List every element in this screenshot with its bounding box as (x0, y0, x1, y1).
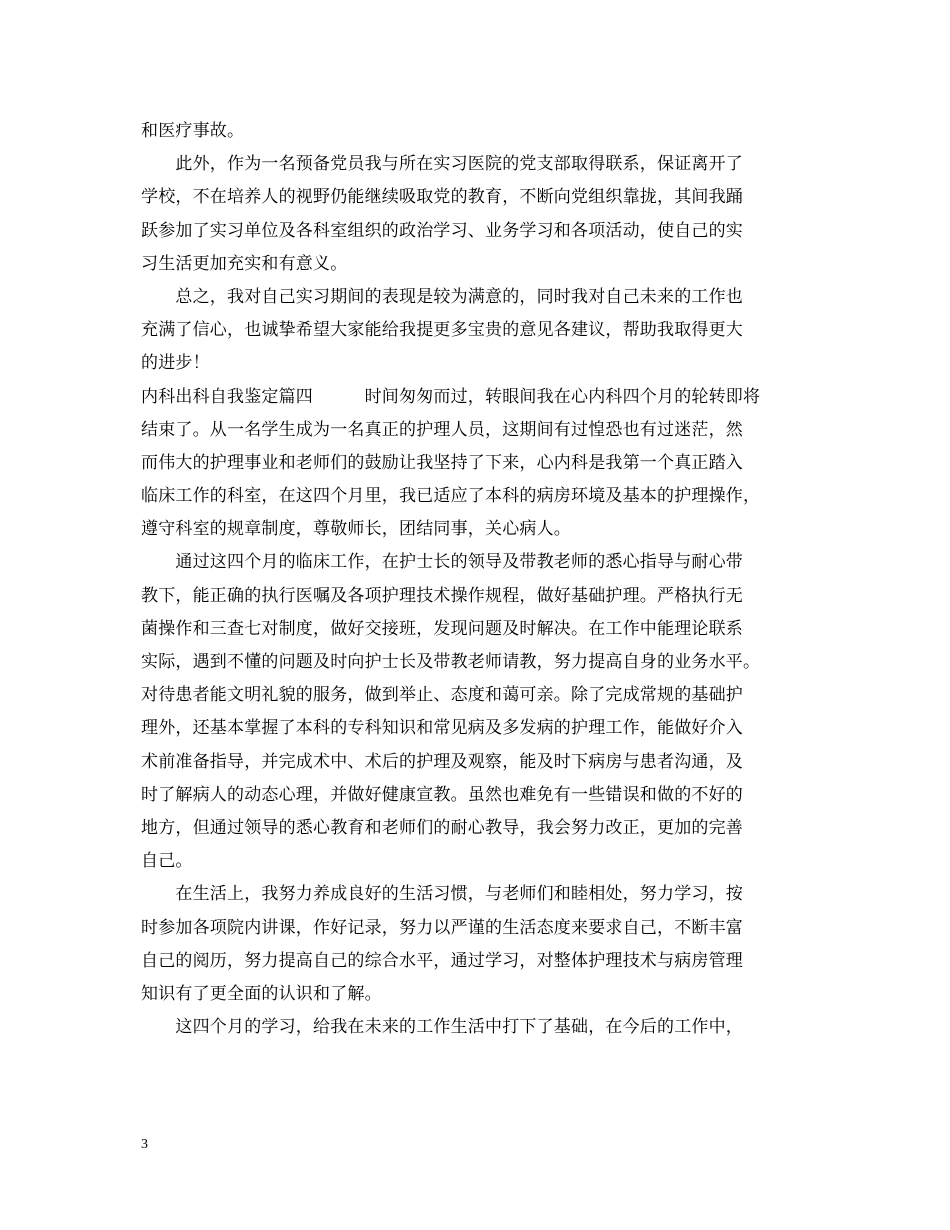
text-line: 结束了。从一名学生成为一名真正的护理人员，这期间有过惶恐也有过迷茫，然 (141, 419, 743, 440)
text-line: 理外，还基本掌握了本科的专科知识和常见病及多发病的护理工作，能做好介入 (141, 718, 743, 739)
text-line: 术前准备指导，并完成术中、术后的护理及观察，能及时下病房与患者沟通，及 (141, 751, 743, 772)
text-line: 学校，不在培养人的视野仍能继续吸取党的教育，不断向党组织靠拢，其间我踊 (141, 187, 743, 208)
text-line: 而伟大的护理事业和老师们的鼓励让我坚持了下来，心内科是我第一个真正踏入 (141, 452, 743, 473)
document-body (141, 115, 813, 1044)
text-line: 跃参加了实习单位及各科室组织的政治学习、业务学习和各项活动，使自己的实 (141, 220, 743, 241)
text-line: 临床工作的科室，在这四个月里，我已适应了本科的病房环境及基本的护理操作， (141, 486, 761, 507)
text-line: 在生活上，我努力养成良好的生活习惯，与老师们和睦相处，努力学习，按 (141, 884, 743, 905)
text-line: 遵守科室的规章制度，尊敬师长，团结同事，关心病人。 (141, 519, 571, 540)
text-line: 通过这四个月的临床工作，在护士长的领导及带教老师的悉心指导与耐心带 (141, 552, 743, 573)
text-line: 自己的阅历，努力提高自己的综合水平，通过学习，对整体护理技术与病房管理 (141, 950, 743, 971)
text-line: 的进步！ (141, 353, 210, 374)
text-line: 实际，遇到不懂的问题及时向护士长及带教老师请教，努力提高自身的业务水平。 (141, 652, 761, 672)
text-line: 地方，但通过领导的悉心教育和老师们的耐心教导，我会努力改正，更加的完善 (141, 817, 743, 838)
text-line: 自己。 (141, 851, 193, 872)
page-number: 3 (141, 1137, 148, 1152)
text-line: 时参加各项院内讲课，作好记录，努力以严谨的生活态度来要求自己，不断丰富 (141, 917, 743, 938)
text-line: 这四个月的学习，给我在未来的工作生活中打下了基础，在今后的工作中， (141, 1017, 743, 1038)
text-line: 知识有了更全面的认识和了解。 (141, 983, 382, 1004)
text-line: 总之，我对自己实习期间的表现是较为满意的，同时我对自己未来的工作也 (141, 286, 743, 307)
section-heading-line: 内科出科自我鉴定篇四 时间匆匆而过，转眼间我在心内科四个月的轮转即将 (141, 386, 761, 407)
text-line: 教下，能正确的执行医嘱及各项护理技术操作规程，做好基础护理。严格执行无 (141, 585, 743, 606)
text-line: 时了解病人的动态心理，并做好健康宣教。虽然也难免有一些错误和做的不好的 (141, 784, 743, 805)
text-line: 习生活更加充实和有意义。 (141, 253, 348, 274)
text-line: 和医疗事故。 (141, 121, 245, 141)
text-line: 菌操作和三查七对制度，做好交接班，发现问题及时解决。在工作中能理论联系 (141, 618, 743, 639)
text-line: 对待患者能文明礼貌的服务，做到举止、态度和蔼可亲。除了完成常规的基础护 (141, 685, 743, 706)
text-line: 充满了信心，也诚挚希望大家能给我提更多宝贵的意见各建议，帮助我取得更大 (141, 320, 743, 341)
text-line: 此外，作为一名预备党员我与所在实习医院的党支部取得联系，保证离开了 (141, 154, 743, 175)
